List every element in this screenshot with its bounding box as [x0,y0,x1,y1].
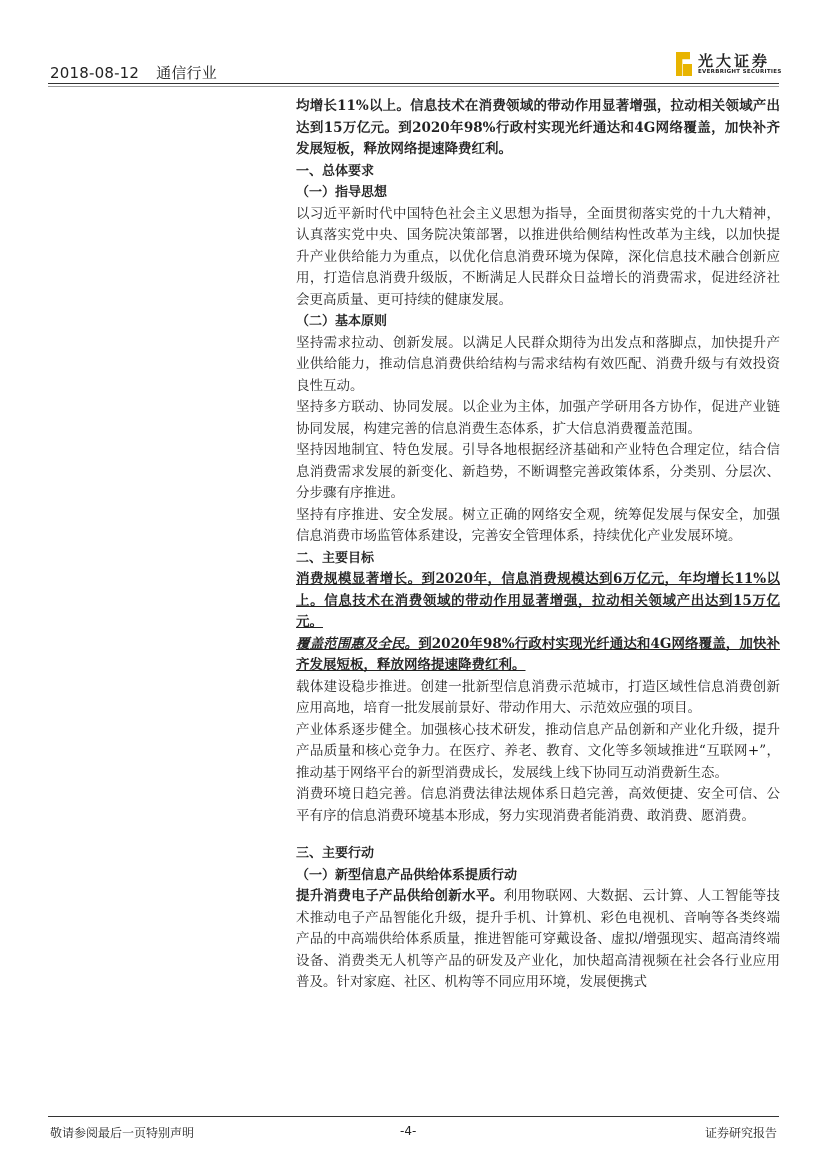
section-heading: 三、主要行动 [296,846,375,861]
subsection-heading: （一）新型信息产品供给体系提质行动 [296,867,518,883]
section-heading: 二、主要目标 [296,550,375,566]
report-date: 2018-08-12 [50,64,140,82]
logo-text-cn: 光大证券 [698,52,771,70]
footer-divider [48,1116,779,1117]
action-title: 提升消费电子产品供给创新水平。 [296,888,504,904]
paragraph: 坚持因地制宜、特色发展。引导各地根据经济基础和产业特色合理定位，结合信息消费需求发展的新变化、新趋势，不断调整完善政策体系，分类别、分层次、分步骤有序推进。 [296,442,780,501]
spacer [296,827,780,843]
report-type: 证券研究报告 [704,1126,777,1140]
everbright-logo [676,50,786,80]
page-number: -4- [400,1124,417,1138]
paragraph: 坚持多方联动、协同发展。以企业为主体，加强产学研用各方协作，促进产业链协同发展，构建完善的信息消费生态体系，扩大信息消费覆盖范围。 [296,399,780,437]
paragraph [296,886,780,994]
paragraph: 载体建设稳步推进。创建一批新型信息消费示范城市，打造区域性信息消费创新应用高地，培育一批发展前景好、带动作用大、示范效应强的项目。 [296,678,780,716]
industry-label: 通信行业 [156,64,217,82]
action-text: 利用物联网、大数据、云计算、人工智能等技术推动电子产品智能化升级，提升手机、计算机、彩色电视机、音响等各类终端产品的中高端供给体系质量，推进智能可穿戴设备、虚拟/增强现实、超高清终端设备、消费类无人机等产品的研发及产业化，加快超高清视频在社会各行业应用普及。针对家庭、社区、机构等不同应用环境，发展便携式 [296,888,781,990]
paragraph: 坚持需求拉动、创新发展。以满足人民群众期待为出发点和落脚点，加快提升产业供给能力，推动信息消费供给结构与需求结构有效匹配、消费升级与有效投资良性互动。 [296,334,780,394]
page-header [50,62,229,83]
section-heading: 一、总体要求 [296,163,375,179]
highlight-goal: 消费规模显著增长。到2020年，信息消费规模达到6万亿元，年均增长11%以上。信息技术在消费领域的带动作用显著增强，拉动相关领域产出达到15万亿元。 [296,571,780,630]
paragraph: 以习近平新时代中国特色社会主义思想为指导，全面贯彻落实党的十九大精神，认真落实党中央、国务院决策部署，以推进供给侧结构性改革为主线，以加快提升产业供给能力为重点，以优化信息消费环境为保障，深化信息技术融合创新应用，打造信息消费升级版，不断满足人民群众日益增长的消费需求，促进经济社会更高质量、更可持续的健康发展。 [296,205,780,308]
goal-title: 覆盖范围惠及全民。 [296,635,419,652]
header-divider-thin [48,86,779,87]
highlight-goal [296,634,780,677]
logo-text-en: EVERBRIGHT SECURITIES [698,69,782,75]
disclaimer-note: 敬请参阅最后一页特别声明 [50,1126,195,1140]
subsection-heading: （一）指导思想 [296,185,388,200]
paragraph: 消费环境日趋完善。信息消费法律法规体系日趋完善，高效便捷、安全可信、公平有序的信息消费环境基本形成，努力实现消费者能消费、敢消费、愿消费。 [296,786,780,824]
paragraph: 产业体系逐步健全。加强核心技术研发，推动信息产品创新和产业化升级，提升产品质量和核心竞争力。在医疗、养老、教育、文化等多领域推进“互联网+”，推动基于网络平台的新型消费成长，发展线上线下协同互动消费新生态。 [296,721,780,781]
paragraph: 坚持有序推进、安全发展。树立正确的网络安全观，统筹促发展与保安全，加强信息消费市场监管体系建设，完善安全管理体系，持续优化产业发展环境。 [296,506,780,544]
report-body [296,96,780,994]
header-divider [48,83,779,84]
subsection-heading: （二）基本原则 [296,314,388,329]
logo-mark-part [683,64,692,76]
intro-paragraph: 均增长11%以上。信息技术在消费领域的带动作用显著增强，拉动相关领域产出达到15万亿元。到2020年98%行政村实现光纤通达和4G网络覆盖，加快补齐发展短板，释放网络提速降费红利。 [296,98,780,157]
goal-text: 到2020年98%行政村实现光纤通达和4G网络覆盖，加快补齐发展短板，释放网络提速降费红利。 [296,635,781,673]
